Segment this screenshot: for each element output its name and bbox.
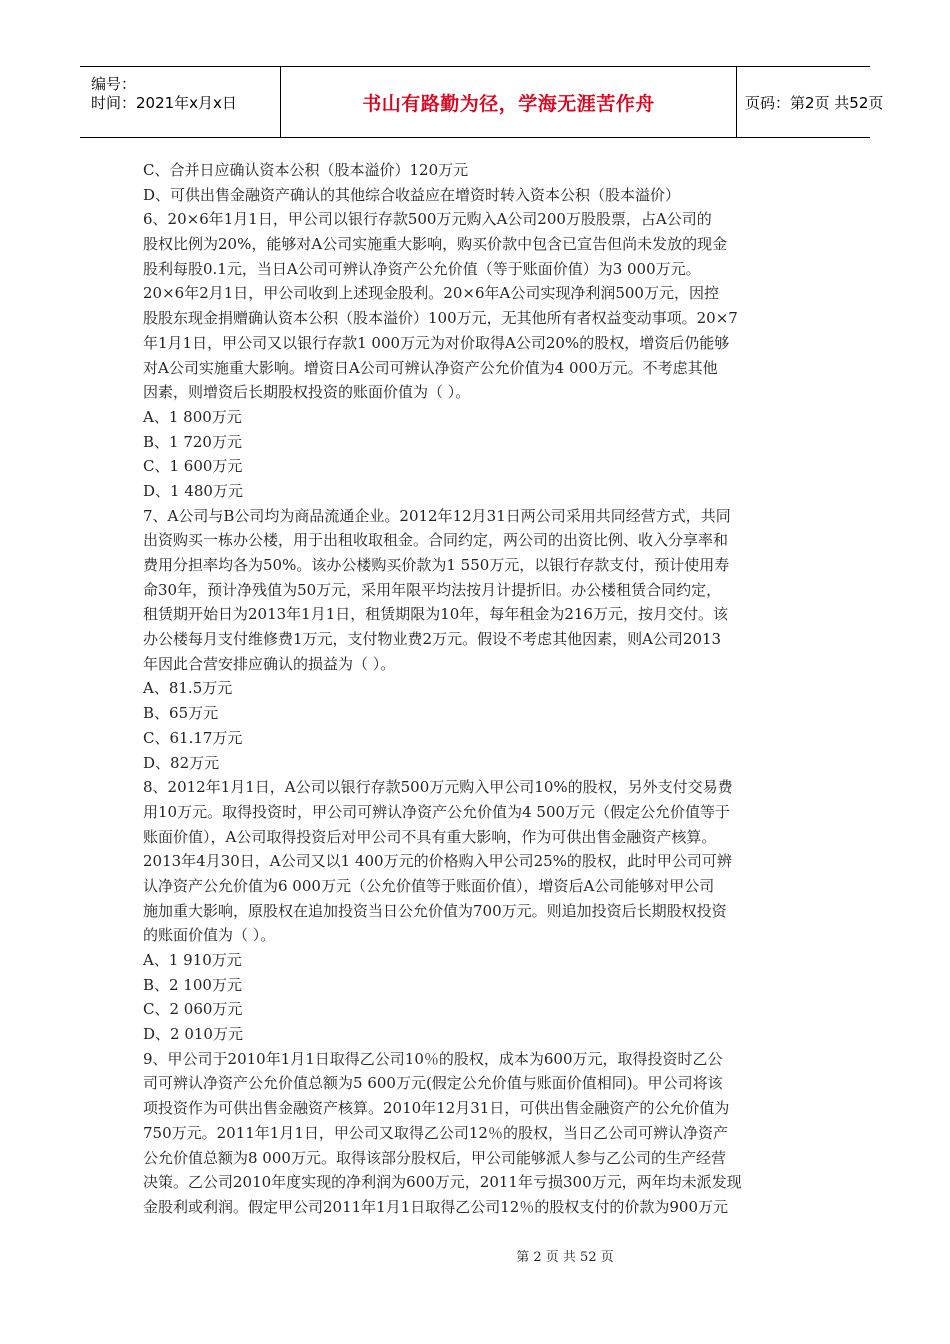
number-label: 编号：	[91, 75, 137, 93]
header-left-cell	[80, 67, 280, 137]
text-line: 司可辨认净资产公允价值总额为5 600万元(假定公允价值与账面价值相同)。甲公司将该	[143, 1074, 723, 1093]
header-center-cell	[280, 67, 737, 137]
header-page-number: 页码：第2页 共52页	[745, 93, 884, 112]
document-body	[143, 158, 808, 1220]
text-line: A、1 910万元	[143, 951, 242, 969]
text-line: 年1月1日，甲公司又以银行存款1 000万元为对价取得A公司20%的股权，增资后仍能够	[143, 333, 730, 352]
text-line: 6、20×6年1月1日，甲公司以银行存款500万元购入A公司200万股股票，占A公司的	[143, 210, 712, 229]
text-line: 认净资产公允价值为6 000万元（公允价值等于账面价值），增资后A公司能够对甲公司	[143, 876, 715, 895]
text-line: 租赁期开始日为2013年1月1日，租赁期限为10年，每年租金为216万元，按月交付。该	[143, 605, 728, 624]
text-line: 命30年，预计净残值为50万元，采用年限平均法按月计提折旧。办公楼租赁合同约定，	[143, 580, 722, 599]
text-line: 年因此合营安排应确认的损益为（ ）。	[143, 654, 396, 673]
text-line: 项投资作为可供出售金融资产核算。2010年12月31日，可供出售金融资产的公允价值为	[143, 1099, 730, 1118]
text-line: D、1 480万元	[143, 481, 243, 500]
text-line: C、1 600万元	[143, 457, 243, 476]
date-label: 时间：2021年x月x日	[91, 94, 237, 112]
text-line: 账面价值），A公司取得投资后对甲公司不具有重大影响，作为可供出售金融资产核算。	[143, 827, 717, 846]
text-line: 公允价值总额为8 000万元。取得该部分股权后，甲公司能够派人参与乙公司的生产经营	[143, 1148, 726, 1167]
text-line: 股利每股0.1元，当日A公司可辨认净资产公允价值（等于账面价值）为3 000万元。	[143, 259, 701, 278]
text-line: 用10万元。取得投资时，甲公司可辨认净资产公允价值为4 500万元（假定公允价值等于	[143, 802, 731, 821]
text-line: 的账面价值为（ ）。	[143, 926, 276, 945]
text-line: B、65万元	[143, 704, 219, 723]
text-line: 金股利或利润。假定甲公司2011年1月1日取得乙公司12％的股权支付的价款为900万元	[143, 1197, 728, 1216]
text-line: D、2 010万元	[143, 1025, 243, 1044]
text-line: B、2 100万元	[143, 975, 242, 994]
text-line: C、合并日应确认资本公积（股本溢价）120万元	[143, 161, 469, 179]
text-line: D、可供出售金融资产确认的其他综合收益应在增资时转入资本公积（股本溢价）	[143, 185, 681, 204]
text-line: A、81.5万元	[143, 679, 233, 698]
text-line: 股股东现金捐赠确认资本公积（股本溢价）100万元，无其他所有者权益变动事项。20×7	[143, 309, 738, 328]
document-header	[80, 66, 884, 138]
text-line: 对A公司实施重大影响。增资日A公司可辨认净资产公允价值为4 000万元。不考虑其他	[143, 358, 718, 377]
text-line: 决策。乙公司2010年度实现的净利润为600万元，2011年亏损300万元，两年均未派发现	[143, 1173, 742, 1192]
text-line: 费用分担率均各为50%。该办公楼购买价款为1 550万元，以银行存款支付，预计使用寿	[143, 556, 730, 574]
text-line: 办公楼每月支付维修费1万元，支付物业费2万元。假设不考虑其他因素，则A公司2013	[143, 630, 722, 649]
text-line: C、2 060万元	[143, 1000, 243, 1019]
text-line: 20×6年2月1日，甲公司收到上述现金股利。20×6年A公司实现净利润500万元，因控	[143, 284, 719, 303]
text-line: 9、甲公司于2010年1月1日取得乙公司10％的股权，成本为600万元，取得投资时乙公	[143, 1049, 723, 1068]
page-footer	[0, 1246, 950, 1265]
header-right-cell	[735, 67, 884, 137]
text-line: 股权比例为20%，能够对A公司实施重大影响，购买价款中包含已宣告但尚未发放的现金	[143, 235, 728, 254]
text-line: 2013年4月30日，A公司又以1 400万元的价格购入甲公司25%的股权，此时甲公司可辨	[143, 852, 732, 871]
text-line: C、61.17万元	[143, 728, 243, 747]
text-line: 8、2012年1月1日，A公司以银行存款500万元购入甲公司10%的股权，另外支付交易费	[143, 778, 733, 797]
header-motto: 书山有路勤为径，学海无涯苦作舟	[362, 92, 655, 115]
text-line: 750万元。2011年1月1日，甲公司又取得乙公司12％的股权，当日乙公司可辨认净资产	[143, 1123, 728, 1142]
text-line: A、1 800万元	[143, 407, 242, 426]
text-line: 因素，则增资后长期股权投资的账面价值为（ ）。	[143, 383, 471, 402]
footer-page-number: 第 2 页 共 52 页	[516, 1250, 614, 1265]
text-line: 施加重大影响，原股权在追加投资当日公允价值为700万元。则追加投资后长期股权投资	[143, 901, 727, 920]
text-line: 7、A公司与B公司均为商品流通企业。2012年12月31日两公司采用共同经营方式，共同	[143, 506, 731, 525]
text-line: D、82万元	[143, 753, 220, 772]
text-line: 出资购买一栋办公楼，用于出租收取租金。合同约定，两公司的出资比例、收入分享率和	[143, 531, 729, 550]
text-line: B、1 720万元	[143, 432, 242, 451]
